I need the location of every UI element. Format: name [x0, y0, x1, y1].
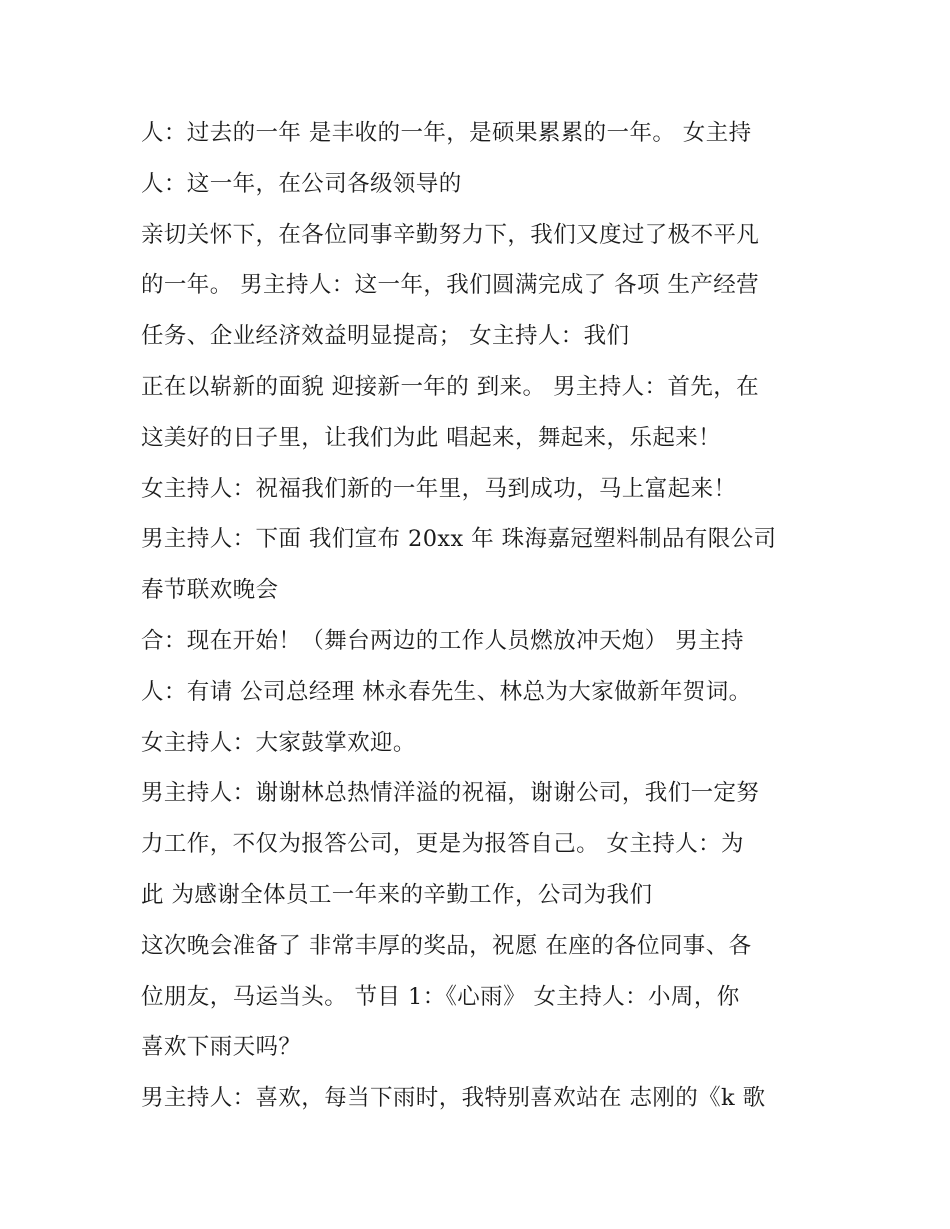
text-line: 正在以崭新的面貌 迎接新一年的 到来。 男主持人：首先，在: [141, 373, 760, 400]
text-line: 人：这一年，在公司各级领导的: [141, 170, 462, 197]
text-line: 亲切关怀下，在各位同事辛勤努力下，我们又度过了极不平凡: [141, 221, 760, 248]
text-line: 喜欢下雨天吗？: [141, 1034, 302, 1061]
text-line: 人：有请 公司总经理 林永春先生、林总为大家做新年贺词。: [141, 678, 752, 705]
text-line: 男主持人：下面 我们宣布 20xx 年 珠海嘉冠塑料制品有限公司: [141, 526, 777, 553]
script-text-block: [141, 108, 821, 1124]
text-line: 这美好的日子里，让我们为此 唱起来，舞起来，乐起来！: [141, 424, 722, 451]
text-line: 女主持人：祝福我们新的一年里，马到成功，马上富起来！: [141, 475, 737, 502]
text-line: 人：过去的一年 是丰收的一年，是硕果累累的一年。 女主持: [141, 120, 752, 146]
text-line: 男主持人：谢谢林总热情洋溢的祝福，谢谢公司，我们一定努: [141, 780, 760, 807]
text-line: 男主持人：喜欢，每当下雨时，我特别喜欢站在 志刚的《k 歌: [141, 1085, 766, 1112]
text-line: 位朋友，马运当头。 节目 1：《心雨》 女主持人：小周，你: [141, 983, 740, 1010]
text-line: 春节联欢晚会: [141, 577, 279, 604]
text-line: 这次晚会准备了 非常丰厚的奖品，祝愿 在座的各位同事、各: [141, 932, 752, 959]
text-line: 此 为感谢全体员工一年来的辛勤工作，公司为我们: [141, 881, 653, 908]
text-line: 女主持人：大家鼓掌欢迎。: [141, 729, 416, 756]
text-line: 任务、企业经济效益明显提高； 女主持人：我们: [141, 323, 630, 350]
text-line: 力工作，不仅为报答公司，更是为报答自己。 女主持人：为: [141, 831, 744, 858]
text-line: 的一年。 男主持人：这一年，我们圆满完成了 各项 生产经营: [141, 272, 760, 299]
text-line: 合：现在开始！（舞台两边的工作人员燃放冲天炮） 男主持: [141, 627, 744, 654]
